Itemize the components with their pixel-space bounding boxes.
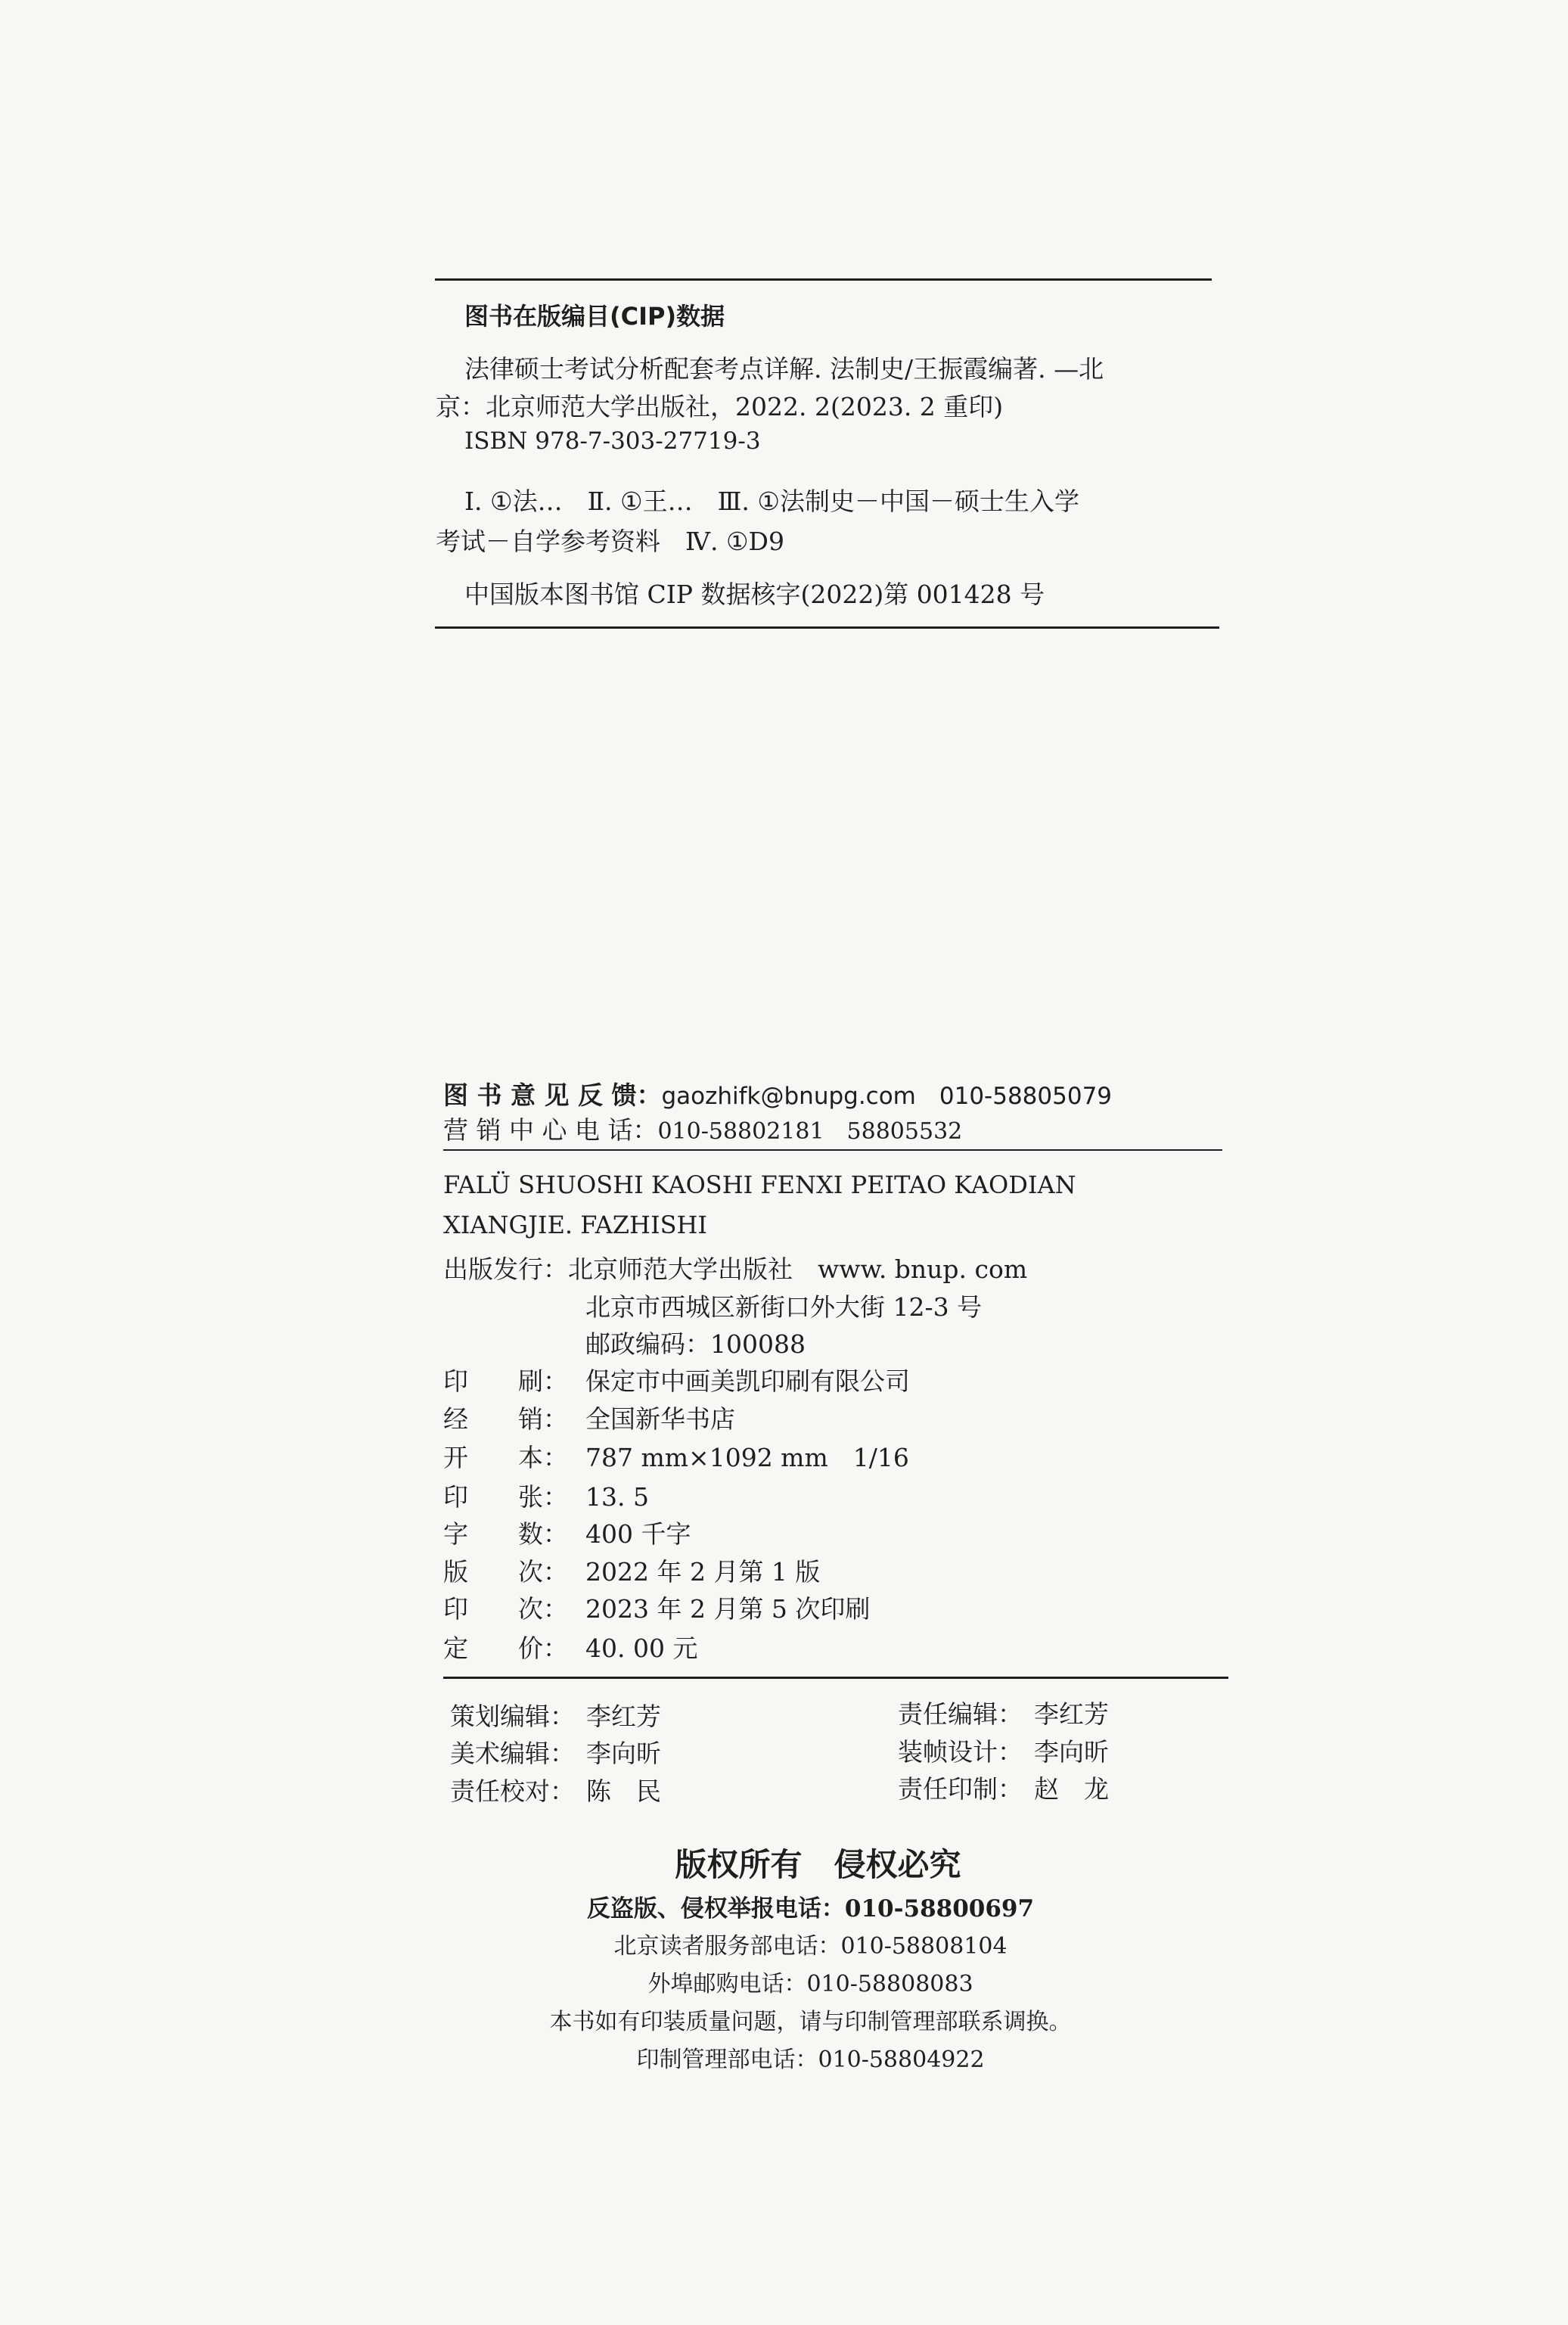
credit-print-supervisor xyxy=(898,1770,1109,1805)
spec-label: 字 数： xyxy=(443,1519,568,1549)
spec-label: 印 张： xyxy=(443,1482,568,1512)
spec-value: 2023 年 2 月第 5 次印刷 xyxy=(585,1594,871,1624)
marketing-line xyxy=(443,1111,962,1146)
spec-row-distributor xyxy=(443,1400,735,1435)
print-dept-phone: 印制管理部电话：010-58804922 xyxy=(636,2047,985,2073)
cip-title: 图书在版编目(CIP)数据 xyxy=(464,302,725,331)
spec-value: 2022 年 2 月第 1 版 xyxy=(585,1557,821,1587)
credit-label: 责任印制： xyxy=(898,1774,1023,1804)
publisher-postcode: 邮政编码：100088 xyxy=(585,1329,806,1359)
credit-value: 陈 民 xyxy=(586,1776,661,1806)
spec-label: 经 销： xyxy=(443,1404,568,1434)
spec-row-printing xyxy=(443,1590,870,1625)
spec-row-sheets xyxy=(443,1478,649,1513)
spec-label: 印 次： xyxy=(443,1594,568,1624)
cip-description-line-2: 京：北京师范大学出版社，2022. 2(2023. 2 重印) xyxy=(436,392,1004,421)
marketing-label: 营 销 中 心 电 话： xyxy=(443,1115,658,1145)
credit-planning-editor xyxy=(450,1697,661,1733)
quality-notice: 本书如有印装质量问题，请与印制管理部联系调换。 xyxy=(549,2009,1072,2035)
cip-verification-number: 中国版本图书馆 CIP 数据核字(2022)第 001428 号 xyxy=(464,580,1045,609)
spec-label: 印 刷： xyxy=(443,1366,568,1396)
publisher-name: 北京师范大学出版社 www. bnup. com xyxy=(568,1254,1028,1284)
credit-proofreader xyxy=(450,1772,661,1807)
cip-isbn: ISBN 978-7-303-27719-3 xyxy=(464,427,761,455)
feedback-value: gaozhifk@bnupg.com 010-58805079 xyxy=(661,1083,1113,1110)
spec-row-word-count xyxy=(443,1515,691,1550)
specs-rule xyxy=(443,1677,1228,1679)
credit-label: 装帧设计： xyxy=(898,1737,1023,1767)
credit-label: 美术编辑： xyxy=(450,1739,575,1768)
credit-label: 策划编辑： xyxy=(450,1702,575,1731)
cip-bottom-rule xyxy=(435,626,1219,629)
pinyin-title-line-2: XIANGJIE. FAZHISHI xyxy=(443,1211,708,1239)
feedback-line xyxy=(443,1076,1112,1111)
feedback-label: 图 书 意 见 反 馈： xyxy=(443,1080,662,1110)
spec-label: 版 次： xyxy=(443,1557,568,1587)
marketing-value: 010-58802181 58805532 xyxy=(657,1118,963,1145)
cip-classification-line-1: Ⅰ. ①法… Ⅱ. ①王… Ⅲ. ①法制史－中国－硕士生入学 xyxy=(464,486,1079,516)
credit-art-editor xyxy=(450,1734,661,1770)
spec-label: 定 价： xyxy=(443,1633,568,1663)
cip-top-rule xyxy=(435,278,1212,281)
spec-value: 787 mm×1092 mm 1/16 xyxy=(585,1443,909,1472)
spec-value: 13. 5 xyxy=(585,1482,649,1512)
anti-piracy-hotline: 反盗版、侵权举报电话：010-58800697 xyxy=(586,1895,1035,1922)
reader-service-phone: 北京读者服务部电话：010-58808104 xyxy=(613,1933,1008,1960)
spec-row-format xyxy=(443,1438,909,1474)
pinyin-title-line-1: FALÜ SHUOSHI KAOSHI FENXI PEITAO KAODIAN xyxy=(443,1170,1076,1199)
cip-description-line-1: 法律硕士考试分析配套考点详解. 法制史/王振霞编著. —北 xyxy=(464,354,1104,384)
credit-value: 李向昕 xyxy=(1034,1737,1109,1767)
cip-classification-line-2: 考试－自学参考资料 Ⅳ. ①D9 xyxy=(436,527,784,556)
feedback-rule xyxy=(443,1149,1222,1151)
credit-label: 责任编辑： xyxy=(898,1699,1023,1729)
publisher-label: 出版发行： xyxy=(443,1254,568,1284)
spec-value: 400 千字 xyxy=(585,1519,691,1549)
spec-row-printer xyxy=(443,1362,910,1397)
spec-value: 保定市中画美凯印刷有限公司 xyxy=(585,1366,910,1396)
credit-value: 李红芳 xyxy=(586,1702,661,1731)
credit-responsible-editor xyxy=(898,1695,1109,1730)
credit-value: 李红芳 xyxy=(1034,1699,1109,1729)
credit-label: 责任校对： xyxy=(450,1776,575,1806)
publisher-address: 北京市西城区新街口外大街 12-3 号 xyxy=(585,1292,983,1322)
spec-row-edition xyxy=(443,1553,820,1588)
credit-value: 赵 龙 xyxy=(1034,1774,1109,1804)
credit-cover-design xyxy=(898,1733,1109,1768)
spec-value: 40. 00 元 xyxy=(585,1633,698,1663)
publisher-line xyxy=(443,1250,1027,1285)
credit-value: 李向昕 xyxy=(586,1739,661,1768)
copyright-headline: 版权所有 侵权必究 xyxy=(675,1846,961,1883)
spec-row-price xyxy=(443,1629,697,1664)
spec-value: 全国新华书店 xyxy=(585,1404,735,1434)
spec-label: 开 本： xyxy=(443,1443,568,1472)
mail-order-phone: 外埠邮购电话：010-58808083 xyxy=(647,1971,973,1997)
